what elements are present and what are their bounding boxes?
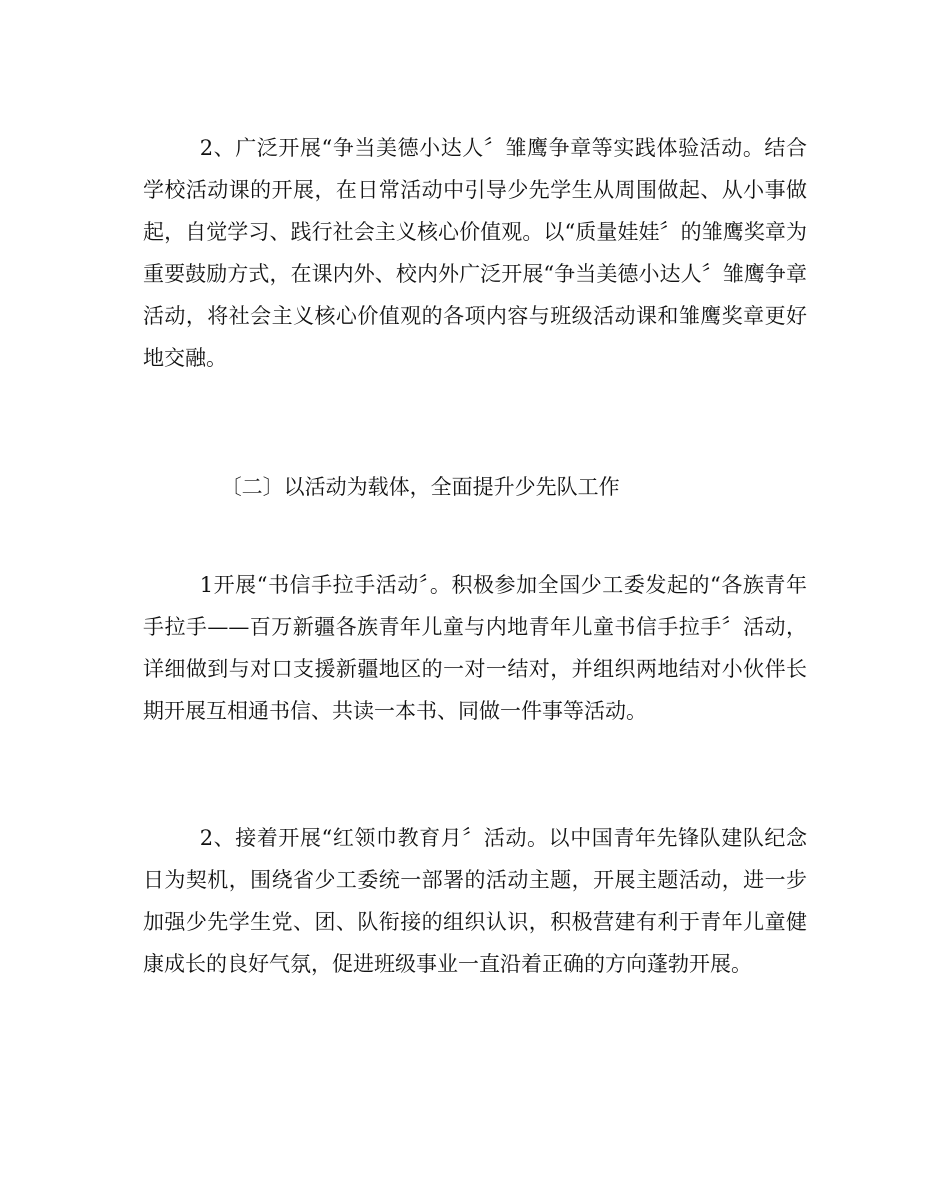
paragraph-red-scarf-month: 2、接着开展“红领巾教育月〞活动。以中国青年先锋队建队纪念日为契机，围绕省少工委统一部署的活动主题，开展主题活动，进一步加强少先学生党、团、队衔接的组织认识，积极营建有利于青年儿童健康成长的良好气氛，促进班级事业一直沿着正确的方向蓬勃开展。 [143,826,807,976]
section-heading-activities: 〔二〕以活动为载体，全面提升少先队工作 [220,475,620,499]
paragraph-medal-activities: 2、广泛开展“争当美德小达人〞雏鹰争章等实践体验活动。结合学校活动课的开展，在日常活动中引导少先学生从周围做起、从小事做起，自觉学习、践行社会主义核心价值观。以“质量娃娃〞的雏鹰奖章为重要鼓励方式，在课内外、校内外广泛开展“争当美德小达人〞雏鹰争章活动，将社会主义核心价值观的各项内容与班级活动课和雏鹰奖章更好地交融。 [143,136,807,370]
paragraph-letter-exchange: 1开展“书信手拉手活动〞。积极参加全国少工委发起的“各族青年手拉手——百万新疆各族青年儿童与内地青年儿童书信手拉手〞活动，详细做到与对口支援新疆地区的一对一结对，并组织两地结对小伙伴长期开展互相通书信、共读一本书、同做一件事等活动。 [143,573,807,723]
